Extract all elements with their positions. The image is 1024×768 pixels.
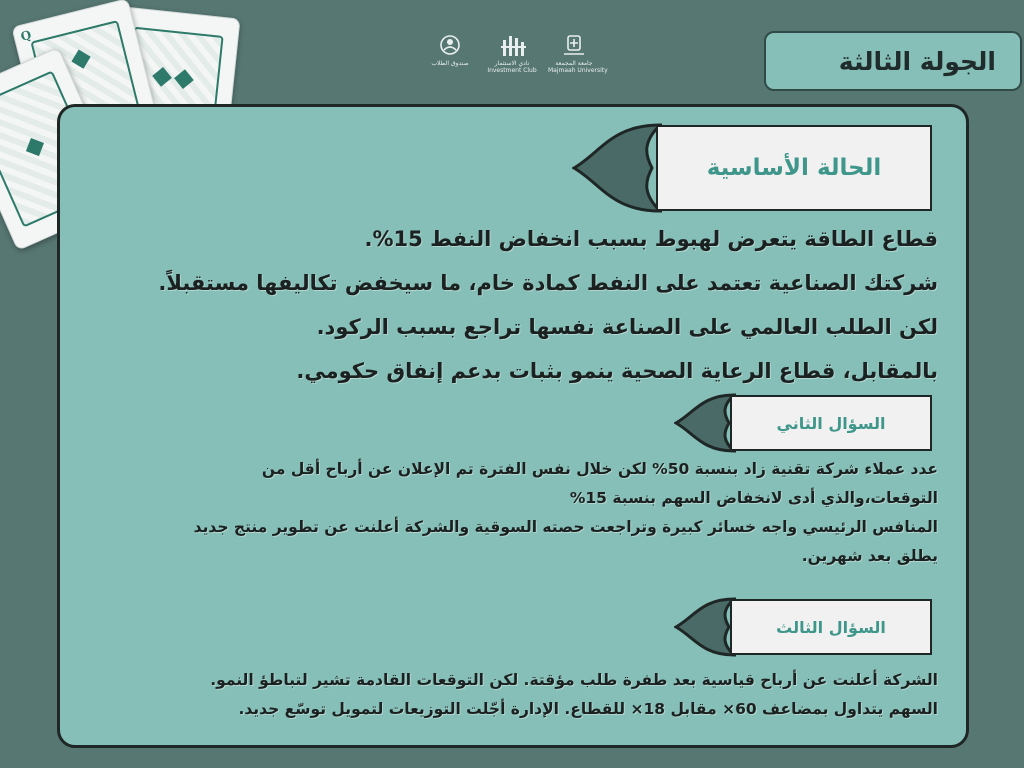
investment-club-icon bbox=[486, 34, 538, 78]
base-case-line: قطاع الطاقة يتعرض لهبوط بسبب انخفاض النفط 15%. bbox=[364, 227, 938, 251]
spade-icon bbox=[572, 123, 662, 213]
question-two-line: عدد عملاء شركة تقنية زاد بنسبة 50% لكن خلال نفس الفترة تم الإعلان عن أرباح أقل من bbox=[261, 460, 938, 478]
logo-caption-en: Investment Club bbox=[487, 67, 537, 74]
university-seal-icon bbox=[548, 34, 608, 78]
question-three-line: الشركة أعلنت عن أرباح قياسية بعد طفرة طلب مؤقتة. لكن التوقعات القادمة تشير لتباطؤ النمو. bbox=[210, 671, 938, 689]
round-title: الجولة الثالثة bbox=[838, 46, 996, 76]
sponsor-logos bbox=[430, 34, 608, 78]
base-case-line: لكن الطلب العالمي على الصناعة نفسها تراجع بسبب الركود. bbox=[316, 315, 938, 339]
logo-caption-ar: صندوق الطلاب bbox=[431, 60, 469, 67]
question-three-line: السهم يتداول بمضاعف 60× مقابل 18× للقطاع. الإدارة أجّلت التوزيعات لتمويل توسّع جديد. bbox=[238, 700, 938, 718]
playing-card: Q bbox=[11, 0, 169, 192]
question-two-line: التوقعات،والذي أدى لانخفاض السهم بنسبة 15% bbox=[569, 489, 938, 507]
question-two-tag bbox=[674, 393, 932, 453]
spade-icon bbox=[674, 393, 736, 453]
base-case-line: شركتك الصناعية تعتمد على النفط كمادة خام، ما سيخفض تكاليفها مستقبلاً. bbox=[158, 271, 938, 295]
student-fund-icon bbox=[424, 34, 476, 78]
round-title-box bbox=[764, 31, 1022, 91]
spade-icon bbox=[674, 597, 736, 657]
question-three-tag bbox=[674, 597, 932, 657]
question-two-label: السؤال الثاني bbox=[776, 413, 886, 433]
logo-caption-ar: نادي الاستثمار bbox=[494, 60, 530, 67]
main-panel bbox=[57, 104, 969, 748]
base-case-tag bbox=[572, 123, 932, 213]
logo-caption-ar: جامعة المجمعة bbox=[555, 60, 593, 67]
base-case-label: الحالة الأساسية bbox=[706, 155, 882, 181]
logo-caption-en: Majmaah University bbox=[548, 67, 608, 74]
question-two-line: يطلق بعد شهرين. bbox=[801, 547, 938, 565]
base-case-line: بالمقابل، قطاع الرعاية الصحية ينمو بثبات بدعم إنفاق حكومي. bbox=[296, 359, 938, 383]
question-three-label: السؤال الثالث bbox=[776, 617, 886, 637]
question-two-line: المنافس الرئيسي واجه خسائر كبيرة وتراجعت حصته السوقية والشركة أعلنت عن تطوير منتج جديد bbox=[193, 518, 938, 536]
